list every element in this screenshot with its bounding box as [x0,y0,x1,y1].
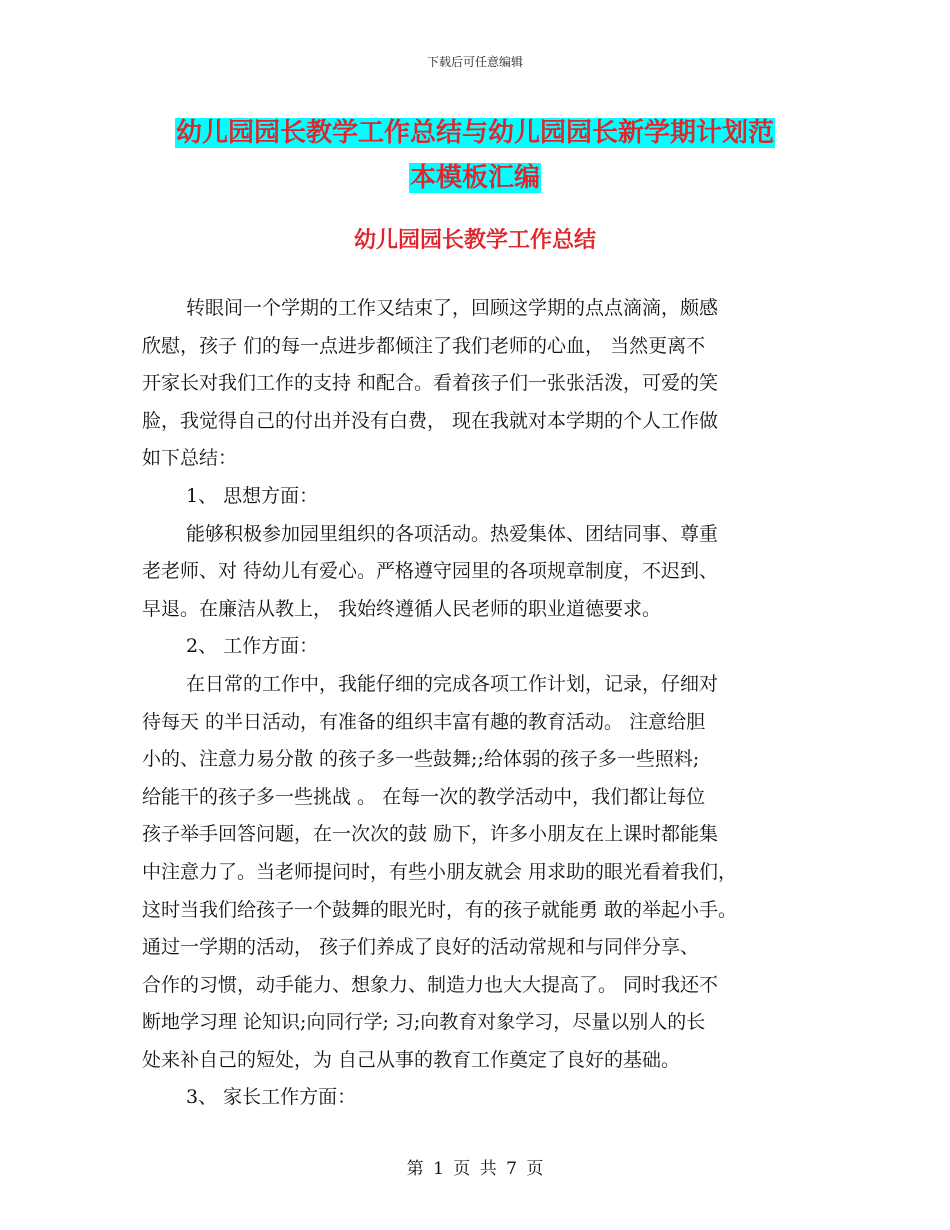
body-line: 待每天 的半日活动，有准备的组织丰富有趣的教育活动。 注意给胆 [142,710,706,733]
body-line: 孩子举手回答问题，在一次次的鼓 励下，许多小朋友在上课时都能集 [142,823,719,846]
body-line: 断地学习理 论知识;向同行学; 习;向教育对象学习，尽量以别人的长 [142,1011,706,1034]
body-line: 通过一学期的活动， 孩子们养成了良好的活动常规和与同伴分享、 [142,936,700,959]
subheading-line: 2、 工作方面： [186,635,319,658]
body-line: 中注意力了。当老师提问时，有些小朋友就会 用求助的眼光看着我们， [142,860,738,883]
body-text [142,290,842,1117]
body-line: 给能干的孩子多一些挑战 。 在每一次的教学活动中，我们都让每位 [142,785,706,808]
body-line: 老老师、对 待幼儿有爱心。严格遵守园里的各项规章制度，不迟到、 [142,560,719,583]
document-title-line-2 [0,157,950,194]
body-line: 转眼间一个学期的工作又结束了，回顾这学期的点点滴滴，颇感 [186,297,719,319]
body-line: 脸，我觉得自己的付出并没有白费， 现在我就对本学期的个人工作做 [142,409,719,432]
title-highlight: 幼儿园园长教学工作总结与幼儿园园长新学期计划范 [175,118,774,148]
body-line: 合作的习惯，动手能力、想象力、制造力也大大提高了。 同时我还不 [142,973,719,996]
subheading-line: 3、 家长工作方面： [186,1086,357,1109]
title-highlight: 本模板汇编 [409,163,540,193]
document-title-line-1 [0,112,950,149]
body-line: 在日常的工作中，我能仔细的完成各项工作计划，记录，仔细对 [186,672,719,695]
body-line: 小的、注意力易分散 的孩子多一些鼓舞;;给体弱的孩子多一些照料; [142,748,700,771]
body-line: 这时当我们给孩子一个鼓舞的眼光时，有的孩子就能勇 敢的举起小手。 [142,898,738,921]
header-note: 下载后可任意编辑 [426,55,523,69]
body-line: 欣慰，孩子 们的每一点进步都倾注了我们老师的心血， 当然更离不 [142,334,706,357]
page-number: 第 1 页 共 7 页 [406,1159,544,1179]
body-line: 早退。在廉洁从教上， 我始终遵循人民老师的职业道德要求。 [142,597,662,620]
body-line: 能够积极参加园里组织的各项活动。热爱集体、团结同事、尊重 [186,522,719,545]
body-line: 开家长对我们工作的支持 和配合。看着孩子们一张张活泼，可爱的笑 [142,372,719,395]
body-line: 如下总结： [142,447,238,470]
body-line: 处来补自己的短处，为 自己从事的教育工作奠定了良好的基础。 [142,1048,681,1071]
section-heading: 幼儿园园长教学工作总结 [353,228,596,253]
subheading-line: 1、 思想方面： [186,484,319,507]
